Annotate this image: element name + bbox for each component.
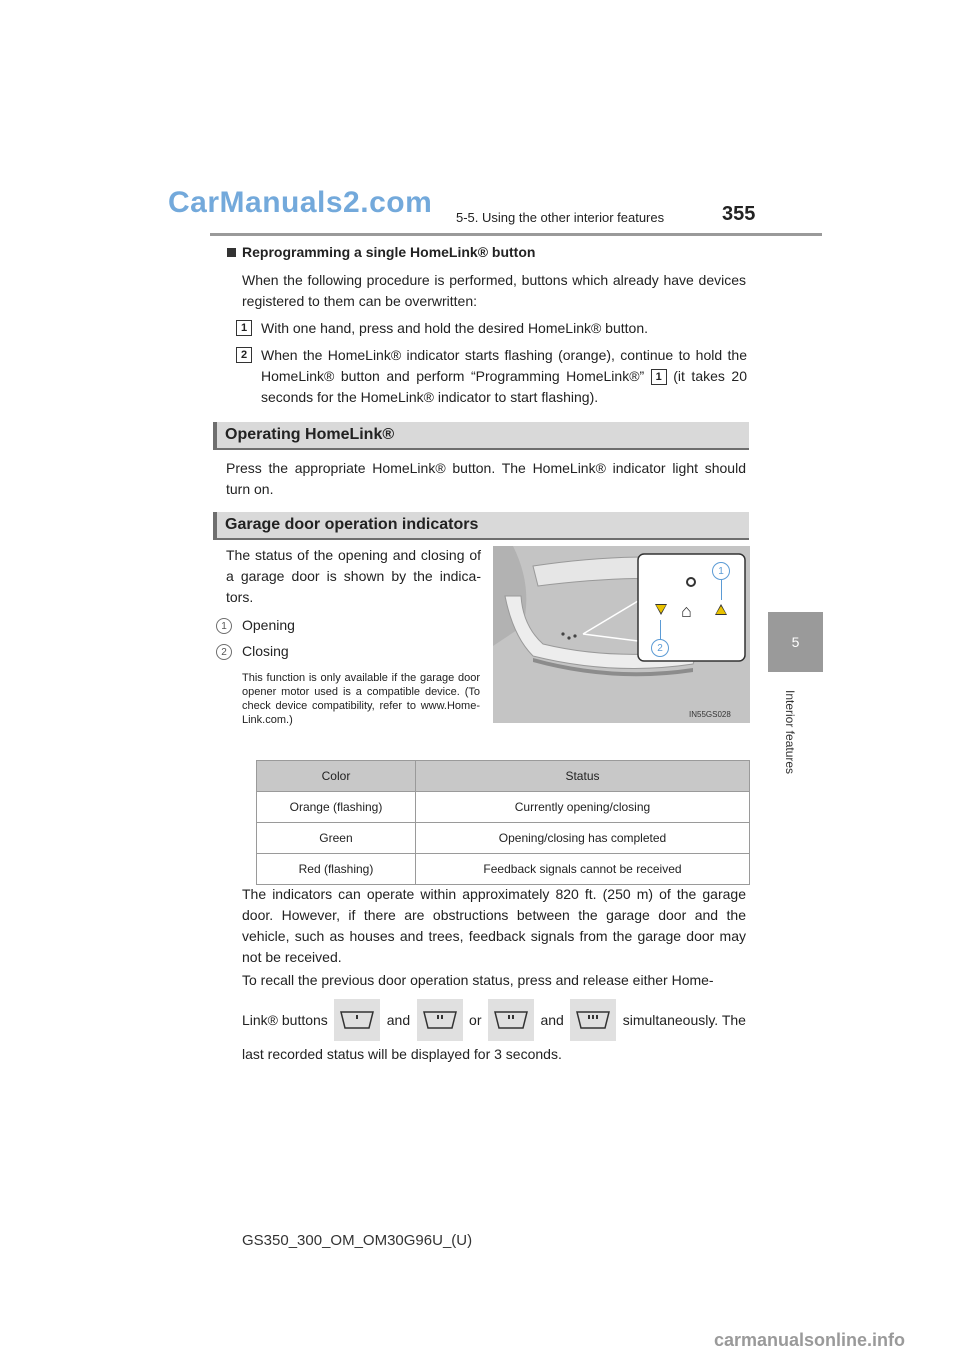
recall-text-simultaneously: simultaneously. The xyxy=(622,1012,746,1028)
step-ref-1: 1 xyxy=(651,369,667,385)
home-icon: ⌂ xyxy=(681,601,692,621)
header-divider xyxy=(210,233,822,236)
table-header-status: Status xyxy=(415,761,749,792)
garage-intro: The status of the opening and closing of a garage door is shown by the indica-tors. xyxy=(226,547,481,605)
table-cell: Red (flashing) xyxy=(257,854,416,885)
image-code: IN55GS028 xyxy=(689,710,731,719)
chapter-number: 5 xyxy=(791,634,800,650)
table-cell: Opening/closing has completed xyxy=(415,823,749,854)
recall-line-3: last recorded status will be displayed for 3 seconds. xyxy=(242,1046,562,1062)
table-cell: Currently opening/closing xyxy=(415,792,749,823)
chapter-tab xyxy=(768,612,823,672)
step-2-text-a: When the HomeLink® indicator starts flashing (orange), continue to hold the HomeLink® button and perform “Programming HomeLink®” xyxy=(261,347,747,384)
recall-text-or: or xyxy=(469,1012,482,1028)
compatibility-note: This function is only available if the garage door opener motor used is a compatible device. (To check device compatibility, refer to www.Home-Link.com.) xyxy=(242,672,480,726)
table-header-row xyxy=(257,761,750,792)
step-2-text xyxy=(261,345,747,408)
square-bullet-icon xyxy=(227,248,236,257)
step-1-number: 1 xyxy=(236,320,252,336)
table-row xyxy=(257,854,750,885)
homelink-button-1-icon xyxy=(334,999,380,1041)
recall-line-2 xyxy=(242,998,746,1042)
item-1-number: 1 xyxy=(216,618,232,634)
opening-indicator-fill xyxy=(716,606,726,614)
chapter-label: Interior features xyxy=(783,690,797,775)
item-2-label: Closing xyxy=(242,643,289,659)
callout-1-line xyxy=(721,578,722,600)
page-number: 355 xyxy=(722,203,756,225)
item-2-number: 2 xyxy=(216,644,232,660)
watermark-logo: CarManuals2.com xyxy=(168,186,433,219)
callout-2: 2 xyxy=(651,639,669,657)
recall-text-link: Link® buttons xyxy=(242,1012,328,1028)
operating-heading: Operating HomeLink® xyxy=(213,422,749,450)
table-row xyxy=(257,792,750,823)
watermark-footer: carmanualsonline.info xyxy=(714,1330,906,1350)
closing-indicator-fill xyxy=(656,605,666,613)
garage-heading: Garage door operation indicators xyxy=(213,512,749,540)
step-2-text-b: (it takes 20 seconds for the HomeLink® indicator to start flashing). xyxy=(261,368,747,405)
reprogram-intro: When the following procedure is performed, buttons which already have devices registered to them can be overwritten: xyxy=(242,272,746,309)
step-1-text: With one hand, press and hold the desired HomeLink® button. xyxy=(261,320,648,336)
status-light-icon xyxy=(686,577,696,587)
callout-2-line xyxy=(660,620,661,640)
homelink-button-2b-icon xyxy=(488,999,534,1041)
callout-1: 1 xyxy=(712,562,730,580)
recall-text-and-1: and xyxy=(386,1012,411,1028)
item-1-label: Opening xyxy=(242,617,295,633)
recall-line-1: To recall the previous door operation status, press and release either Home- xyxy=(242,972,714,988)
recall-text-and-2: and xyxy=(540,1012,564,1028)
table-cell: Feedback signals cannot be received xyxy=(415,854,749,885)
section-title: 5-5. Using the other interior features xyxy=(456,210,665,225)
model-code: GS350_300_OM_OM30G96U_(U) xyxy=(242,1232,473,1249)
step-2-number: 2 xyxy=(236,347,252,363)
table-header-color: Color xyxy=(257,761,416,792)
range-text: The indicators can operate within approximately 820 ft. (250 m) of the garage door. However, if there are obstructions between the garage door and the vehicle, such as houses and trees, feedback signals from the garage door may not be received. xyxy=(242,886,746,965)
table-cell: Green xyxy=(257,823,416,854)
reprogram-heading-text: Reprogramming a single HomeLink® button xyxy=(242,244,536,260)
table-row xyxy=(257,823,750,854)
operating-text: Press the appropriate HomeLink® button. The HomeLink® indicator light should turn on. xyxy=(226,460,746,497)
table-cell: Orange (flashing) xyxy=(257,792,416,823)
indicator-status-table xyxy=(256,760,750,885)
reprogram-heading xyxy=(227,244,535,260)
homelink-button-3-icon xyxy=(570,999,616,1041)
mirror-illustration xyxy=(493,546,750,723)
homelink-button-2-icon xyxy=(417,999,463,1041)
